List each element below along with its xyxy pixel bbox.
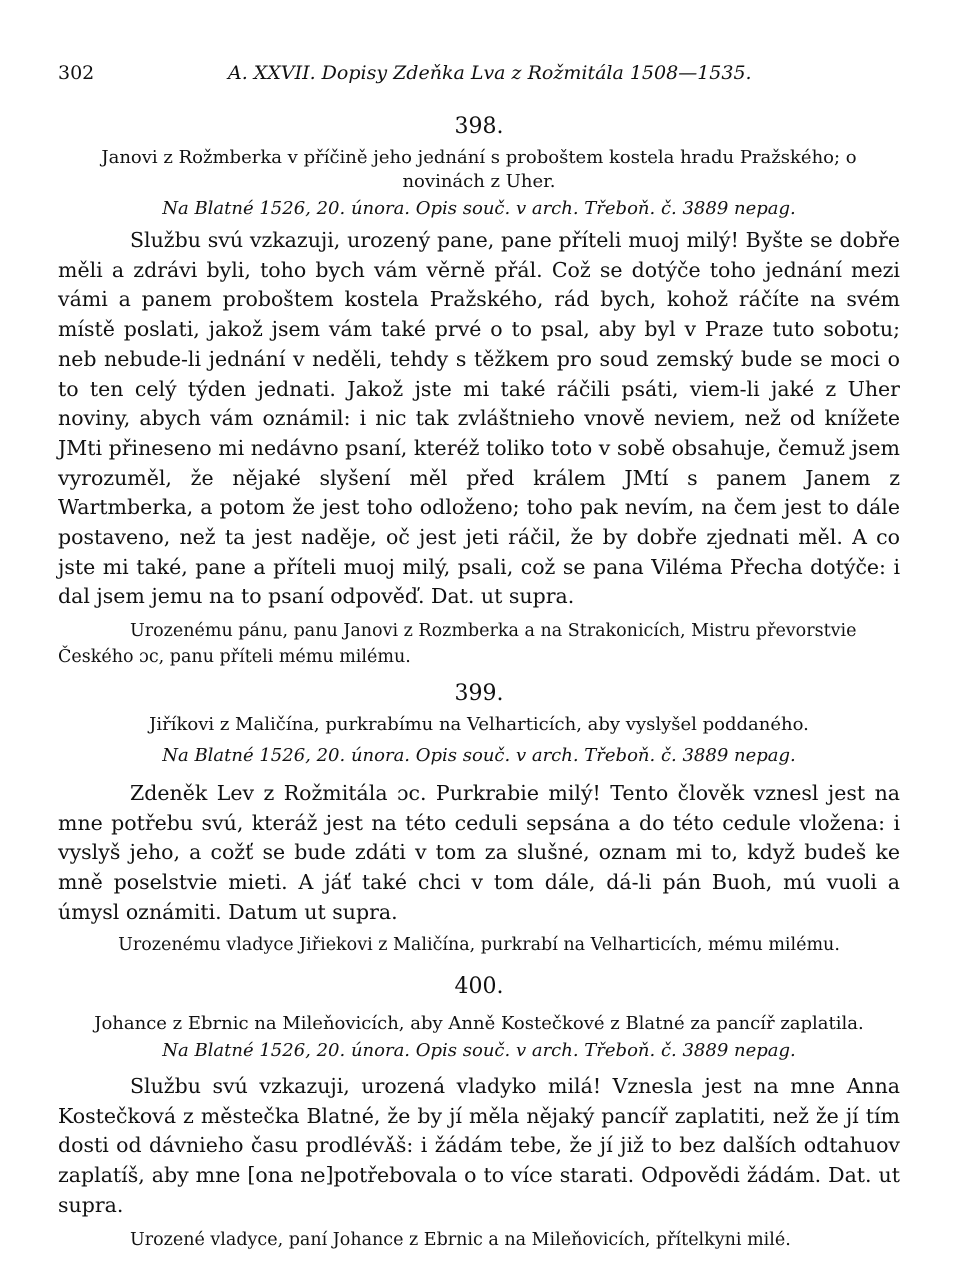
letter-body: Službu svú vzkazuji, urozený pane, pane příteli muoj milý! Byšte se dobře měli a zdrávi byli, toho bych vám věrně přál. Což se dotýče toho jednání mezi vámi a panem proboštem kostela Pražského, rád bych, kohož ráčíte na svém místě poslati, jakož jsem vám také prvé o to psal, aby byl v Praze tuto sobotu; neb nebude-li jednání v neděli, tehdy s těžkem pro soud zemský bude se moci o to ten celý týden jednati. Jakož jste mi také ráčili psáti, viem-li jaké z Uher noviny, abych vám oznámil: i nic tak zvláštnieho vnově neviem, než od knížete JMti přineseno mi nedávno psaní, kteréž toliko toto v sobě obsahuje, čemuž jsem vyrozuměl, že nějaké slyšení měl před králem JMtí s panem Janem z Wartmberka, a potom že jest toho odloženo; toho pak nevím, na čem jest to dále postaveno, než ta jest naděje, oč jest jeti ráčil, že by dobře zjednati měl. A co jste mi také, pane a příteli muoj milý, psali, což se pana Viléma Přecha dotýče: i dal jsem jemu na to psaní odpověď. Dat. ut supra.: [58, 228, 900, 609]
letter-address: Urozenému pánu, panu Janovi z Rozmberka a na Strakonicích, Mistru převorstvie Českého ɔc, panu příteli mému milému.: [58, 621, 857, 668]
letter-address: Urozené vladyce, paní Johance z Ebrnic a na Mileňovicích, přítelkyni milé.: [130, 1229, 791, 1250]
page-number: 302: [58, 62, 95, 84]
letter-heading: Johance z Ebrnic na Mileňovicích, aby Anně Kostečkové z Blatné za pancíř zaplatila.: [94, 1013, 864, 1034]
book-page: [58, 0, 900, 1285]
letter-address: Urozenému vladyce Jiřiekovi z Maličína, purkrabí na Velharticích, mému milému.: [118, 934, 840, 955]
letter-body: Zdeněk Lev z Rožmitála ɔc. Purkrabie milý! Tento člověk vznesl jest na mne potřebu svú, kteráž jest na této ceduli sepsána a do této cedule vložena: i vyslyš jeho, a cožť se bude zdáti v tom za slušné, oznam mi to, když budeš ke mně poselstvie mieti. A jáť také chci v tom dále, dá-li pán Buoh, mú vuoli a úmysl oznámiti. Datum ut supra.: [58, 781, 900, 924]
letter-number: 399.: [454, 681, 504, 706]
letter-heading: Jiříkovi z Maličína, purkrabímu na Velharticích, aby vyslyšel poddaného.: [149, 714, 809, 735]
running-title: A. XXVII. Dopisy Zdeňka Lva z Rožmitála 1508—1535.: [228, 62, 752, 84]
letter-400: [58, 972, 900, 1253]
running-head: [58, 58, 900, 88]
letter-source: Na Blatné 1526, 20. února. Opis souč. v arch. Třeboň. č. 3889 nepag.: [162, 1040, 796, 1061]
letter-body: Službu svú vzkazuji, urozená vladyko milá! Vznesla jest na mne Anna Kostečková z městečka Blatné, že by jí měla nějaký pancíř zaplatiti, než že jí tím dosti od dávnieho času prodlévᴀ̌š: i žádám tebe, že jí již to bez dalších odtahuov zaplatíš, aby mne [ona ne]potřebovala o to více starati. Odpovědi žádám. Dat. ut supra.: [58, 1074, 900, 1217]
letter-399: [58, 679, 900, 958]
letter-number: 398.: [454, 114, 504, 139]
letter-398: [58, 112, 900, 670]
letter-number: 400.: [454, 974, 504, 999]
letter-source: Na Blatné 1526, 20. února. Opis souč. v arch. Třeboň. č. 3889 nepag.: [162, 198, 796, 219]
letter-source: Na Blatné 1526, 20. února. Opis souč. v arch. Třeboň. č. 3889 nepag.: [162, 745, 796, 766]
letter-heading: Janovi z Rožmberka v příčině jeho jednání s proboštem kostela hradu Pražského; o novinách z Uher.: [101, 147, 857, 192]
